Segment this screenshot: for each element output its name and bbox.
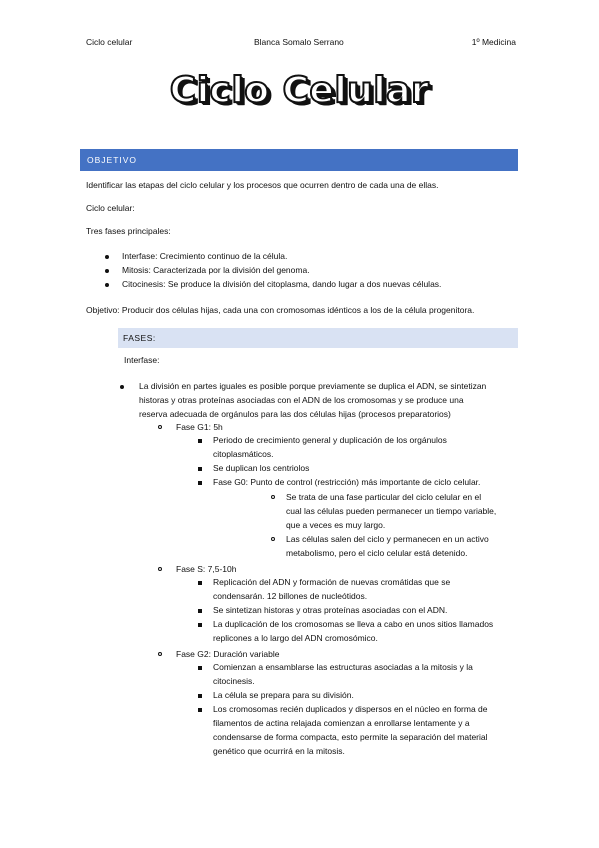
objetivo-text: Objetivo: Producir dos células hijas, cada una con cromosomas idénticos a los de la célula progenitora. [86, 305, 475, 315]
circle-bullet-icon [271, 537, 275, 541]
list-item: que a veces es muy largo. [286, 520, 386, 530]
interfase-line: reserva adecuada de orgánulos para las dos células hijas (procesos preparatorios) [139, 409, 451, 419]
list-item: filamentos de actina relajada comienzan a enrollarse lentamente y a [213, 718, 470, 728]
square-bullet-icon [198, 439, 202, 443]
list-item: La célula se prepara para su división. [213, 690, 354, 700]
interfase-line: historas y otras proteínas asociadas con el ADN de los cromosomas y se produce una [139, 395, 464, 405]
list-item: genético que ocurrirá en la mitosis. [213, 746, 345, 756]
interfase-line: La división en partes iguales es posible porque previamente se duplica el ADN, se sintetizan [139, 381, 487, 391]
fases-principales-label: Tres fases principales: [86, 226, 171, 236]
fases-section-bar [118, 328, 518, 348]
list-item: Se trata de una fase particular del ciclo celular en el [286, 492, 482, 502]
list-item: metabolismo, pero el ciclo celular está detenido. [286, 548, 468, 558]
circle-bullet-icon [158, 425, 162, 429]
list-item: Se duplican los centriolos [213, 463, 310, 473]
square-bullet-icon [198, 467, 202, 471]
list-item: Fase G0: Punto de control (restricción) más importante de ciclo celular. [213, 477, 481, 487]
bullet-icon [105, 255, 109, 259]
list-item: Las células salen del ciclo y permanecen en un activo [286, 534, 489, 544]
square-bullet-icon [198, 708, 202, 712]
document-title: Ciclo Celular [169, 70, 430, 111]
bullet-icon [120, 385, 124, 389]
objetivo-section-bar [80, 149, 518, 171]
list-item: citoplasmáticos. [213, 449, 274, 459]
page-header [86, 37, 516, 49]
fases-bar-label: FASES: [123, 333, 156, 343]
fase-s-title: Fase S: 7,5-10h [176, 564, 237, 574]
square-bullet-icon [198, 609, 202, 613]
header-author: Blanca Somalo Serrano [254, 37, 344, 47]
fase-g2-title: Fase G2: Duración variable [176, 649, 280, 659]
list-item: Replicación del ADN y formación de nuevas cromátidas que se [213, 577, 451, 587]
list-item: Comienzan a ensamblarse las estructuras asociadas a la mitosis y la [213, 662, 473, 672]
list-item: Citocinesis: Se produce la división del citoplasma, dando lugar a dos nuevas células. [122, 279, 442, 289]
intro-text: Identificar las etapas del ciclo celular y los procesos que ocurren dentro de cada una de ellas. [86, 180, 439, 190]
square-bullet-icon [198, 694, 202, 698]
list-item: cual las células pueden permanecer un tiempo variable, [286, 506, 497, 516]
title-block [0, 68, 599, 128]
fase-g1-title: Fase G1: 5h [176, 422, 223, 432]
circle-bullet-icon [158, 652, 162, 656]
list-item: Se sintetizan historas y otras proteínas asociadas con el ADN. [213, 605, 448, 615]
list-item: citocinesis. [213, 676, 255, 686]
square-bullet-icon [198, 666, 202, 670]
list-item: Mitosis: Caracterizada por la división del genoma. [122, 265, 310, 275]
list-item: La duplicación de los cromosomas se lleva a cabo en unos sitios llamados [213, 619, 494, 629]
bullet-icon [105, 283, 109, 287]
list-item: Interfase: Crecimiento continuo de la célula. [122, 251, 288, 261]
list-item: Periodo de crecimiento general y duplicación de los orgánulos [213, 435, 447, 445]
list-item: condensarse de forma compacta, esto permite la separación del material [213, 732, 488, 742]
circle-bullet-icon [158, 567, 162, 571]
header-subject: Ciclo celular [86, 37, 133, 47]
interfase-label: Interfase: [124, 355, 160, 365]
ciclo-label: Ciclo celular: [86, 203, 135, 213]
list-item: replicones a lo largo del ADN cromosómico. [213, 633, 378, 643]
bullet-icon [105, 269, 109, 273]
header-course: 1º Medicina [471, 37, 516, 47]
circle-bullet-icon [271, 495, 275, 499]
square-bullet-icon [198, 481, 202, 485]
list-item: Los cromosomas recién duplicados y dispersos en el núcleo en forma de [213, 704, 488, 714]
objetivo-bar-label: OBJETIVO [87, 155, 138, 165]
square-bullet-icon [198, 581, 202, 585]
square-bullet-icon [198, 623, 202, 627]
list-item: condensarán. 12 billones de nucleótidos. [213, 591, 368, 601]
